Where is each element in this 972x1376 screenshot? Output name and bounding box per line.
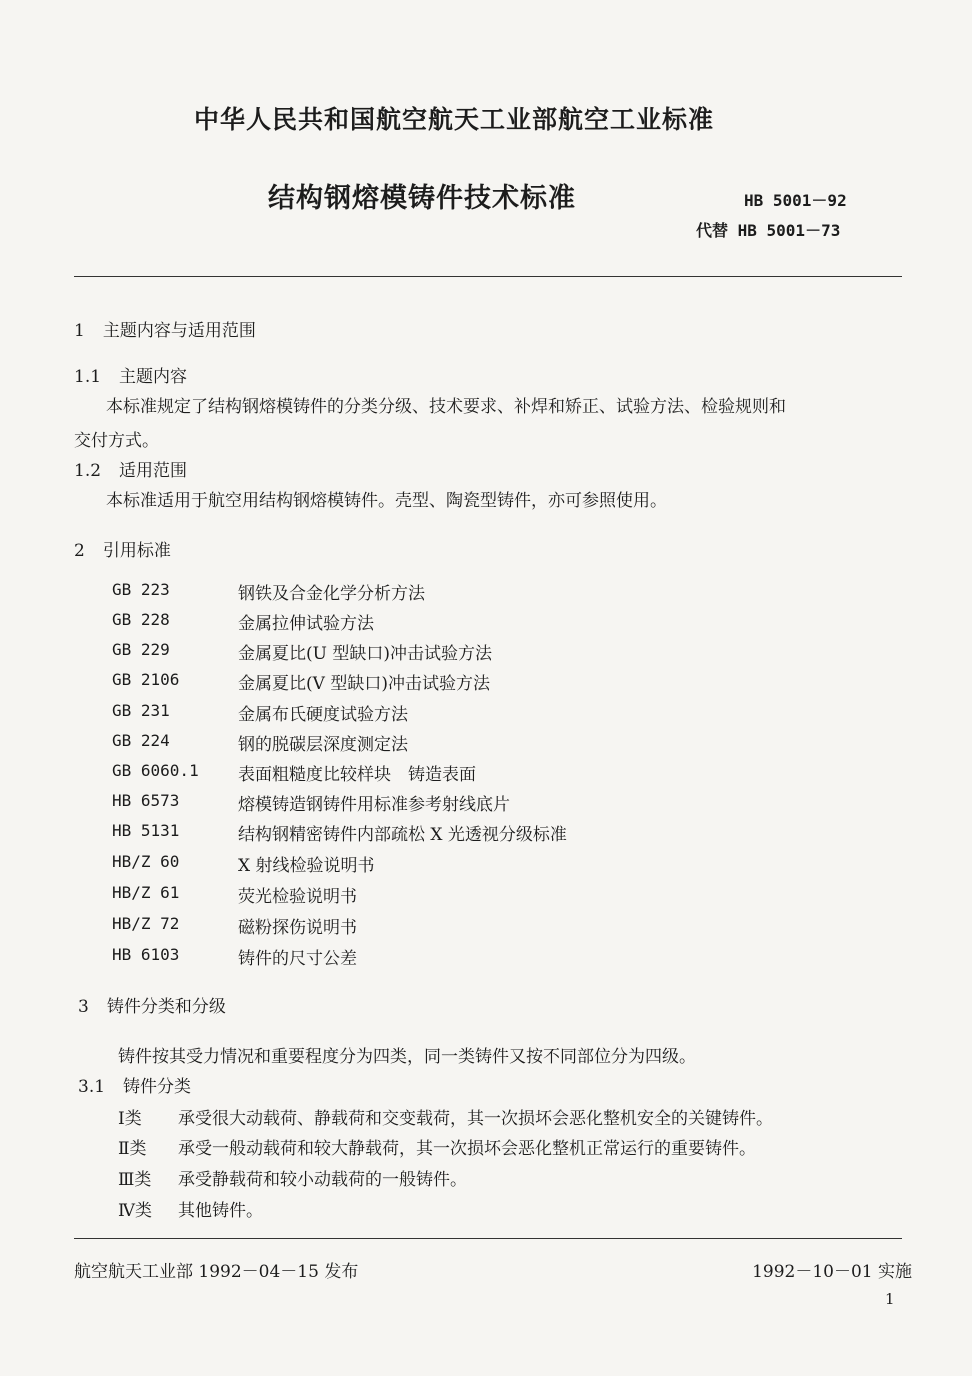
header-rule [74,276,902,277]
class-label: Ⅰ类 [118,1109,142,1129]
section-title: 适用范围 [119,461,188,481]
reference-code: GB 2106 [112,670,180,689]
footer-rule [74,1238,902,1239]
section-title: 主题内容 [119,367,188,387]
reference-title: X 射线检验说明书 [238,856,375,876]
reference-title: 金属夏比(U 型缺口)冲击试验方法 [238,644,492,664]
section-number: 2 [74,541,85,561]
class-description: 承受一般动载荷和较大静载荷，其一次损坏会恶化整机正常运行的重要铸件。 [178,1139,756,1159]
reference-title: 钢铁及合金化学分析方法 [238,584,425,604]
issue-date: 航空航天工业部 1992－04－15 发布 [74,1262,359,1282]
class-description: 承受很大动载荷、静载荷和交变载荷，其一次损坏会恶化整机安全的关键铸件。 [178,1109,773,1129]
reference-code: HB/Z 61 [112,883,180,902]
class-description: 其他铸件。 [178,1201,263,1221]
section-title: 铸件分类 [123,1077,192,1097]
reference-title: 铸件的尺寸公差 [238,949,357,969]
section-number: 3.1 [78,1077,106,1097]
section-1-2-para: 本标准适用于航空用结构钢熔模铸件。壳型、陶瓷型铸件，亦可参照使用。 [106,491,667,511]
page-number: 1 [885,1290,895,1308]
reference-code: GB 224 [112,731,170,750]
section-2-heading [74,536,171,561]
reference-title: 金属布氏硬度试验方法 [238,705,408,725]
section-1-2-heading [74,456,187,481]
reference-title: 金属夏比(V 型缺口)冲击试验方法 [238,674,490,694]
reference-title: 金属拉伸试验方法 [238,614,374,634]
reference-code: GB 229 [112,640,170,659]
reference-title: 结构钢精密铸件内部疏松 X 光透视分级标准 [238,825,567,845]
class-label: Ⅳ类 [118,1201,152,1221]
section-number: 1.2 [74,461,102,481]
reference-code: HB/Z 60 [112,852,180,871]
section-3-para: 铸件按其受力情况和重要程度分为四类，同一类铸件又按不同部位分为四级。 [118,1047,696,1067]
reference-title: 磁粉探伤说明书 [238,918,357,938]
reference-title: 荧光检验说明书 [238,887,357,907]
reference-code: HB 6103 [112,945,180,964]
reference-code: GB 228 [112,610,170,629]
reference-code: HB 5131 [112,821,180,840]
section-3-1-heading [78,1072,191,1097]
reference-title: 熔模铸造钢铸件用标准参考射线底片 [238,795,510,815]
effective-date: 1992－10－01 实施 [752,1262,912,1282]
reference-code: GB 223 [112,580,170,599]
section-1-1-heading [74,362,187,387]
reference-code: GB 231 [112,701,170,720]
section-title: 铸件分类和分级 [106,997,226,1017]
class-description: 承受静载荷和较小动载荷的一般铸件。 [178,1170,467,1190]
section-number: 1 [74,321,85,341]
section-title: 引用标准 [102,541,171,561]
section-1-1-para-line1: 本标准规定了结构钢熔模铸件的分类分级、技术要求、补焊和矫正、试验方法、检验规则和 [106,397,786,417]
reference-code: HB 6573 [112,791,180,810]
reference-title: 表面粗糙度比较样块 铸造表面 [238,765,476,785]
section-number: 3 [78,997,89,1017]
class-label: Ⅲ类 [118,1170,152,1190]
section-number: 1.1 [74,367,102,387]
org-title: 中华人民共和国航空航天工业部航空工业标准 [193,105,714,134]
class-label: Ⅱ类 [118,1139,147,1159]
section-3-heading [78,992,226,1017]
standard-number: HB 5001－92 [744,191,847,210]
section-title: 主题内容与适用范围 [102,321,256,341]
doc-title: 结构钢熔模铸件技术标准 [268,183,576,214]
section-1-heading [74,316,256,341]
section-1-1-para-line2: 交付方式。 [74,431,159,451]
reference-code: GB 6060.1 [112,761,199,780]
replaces-standard: 代替 HB 5001－73 [696,221,841,240]
reference-code: HB/Z 72 [112,914,180,933]
reference-title: 钢的脱碳层深度测定法 [238,735,408,755]
